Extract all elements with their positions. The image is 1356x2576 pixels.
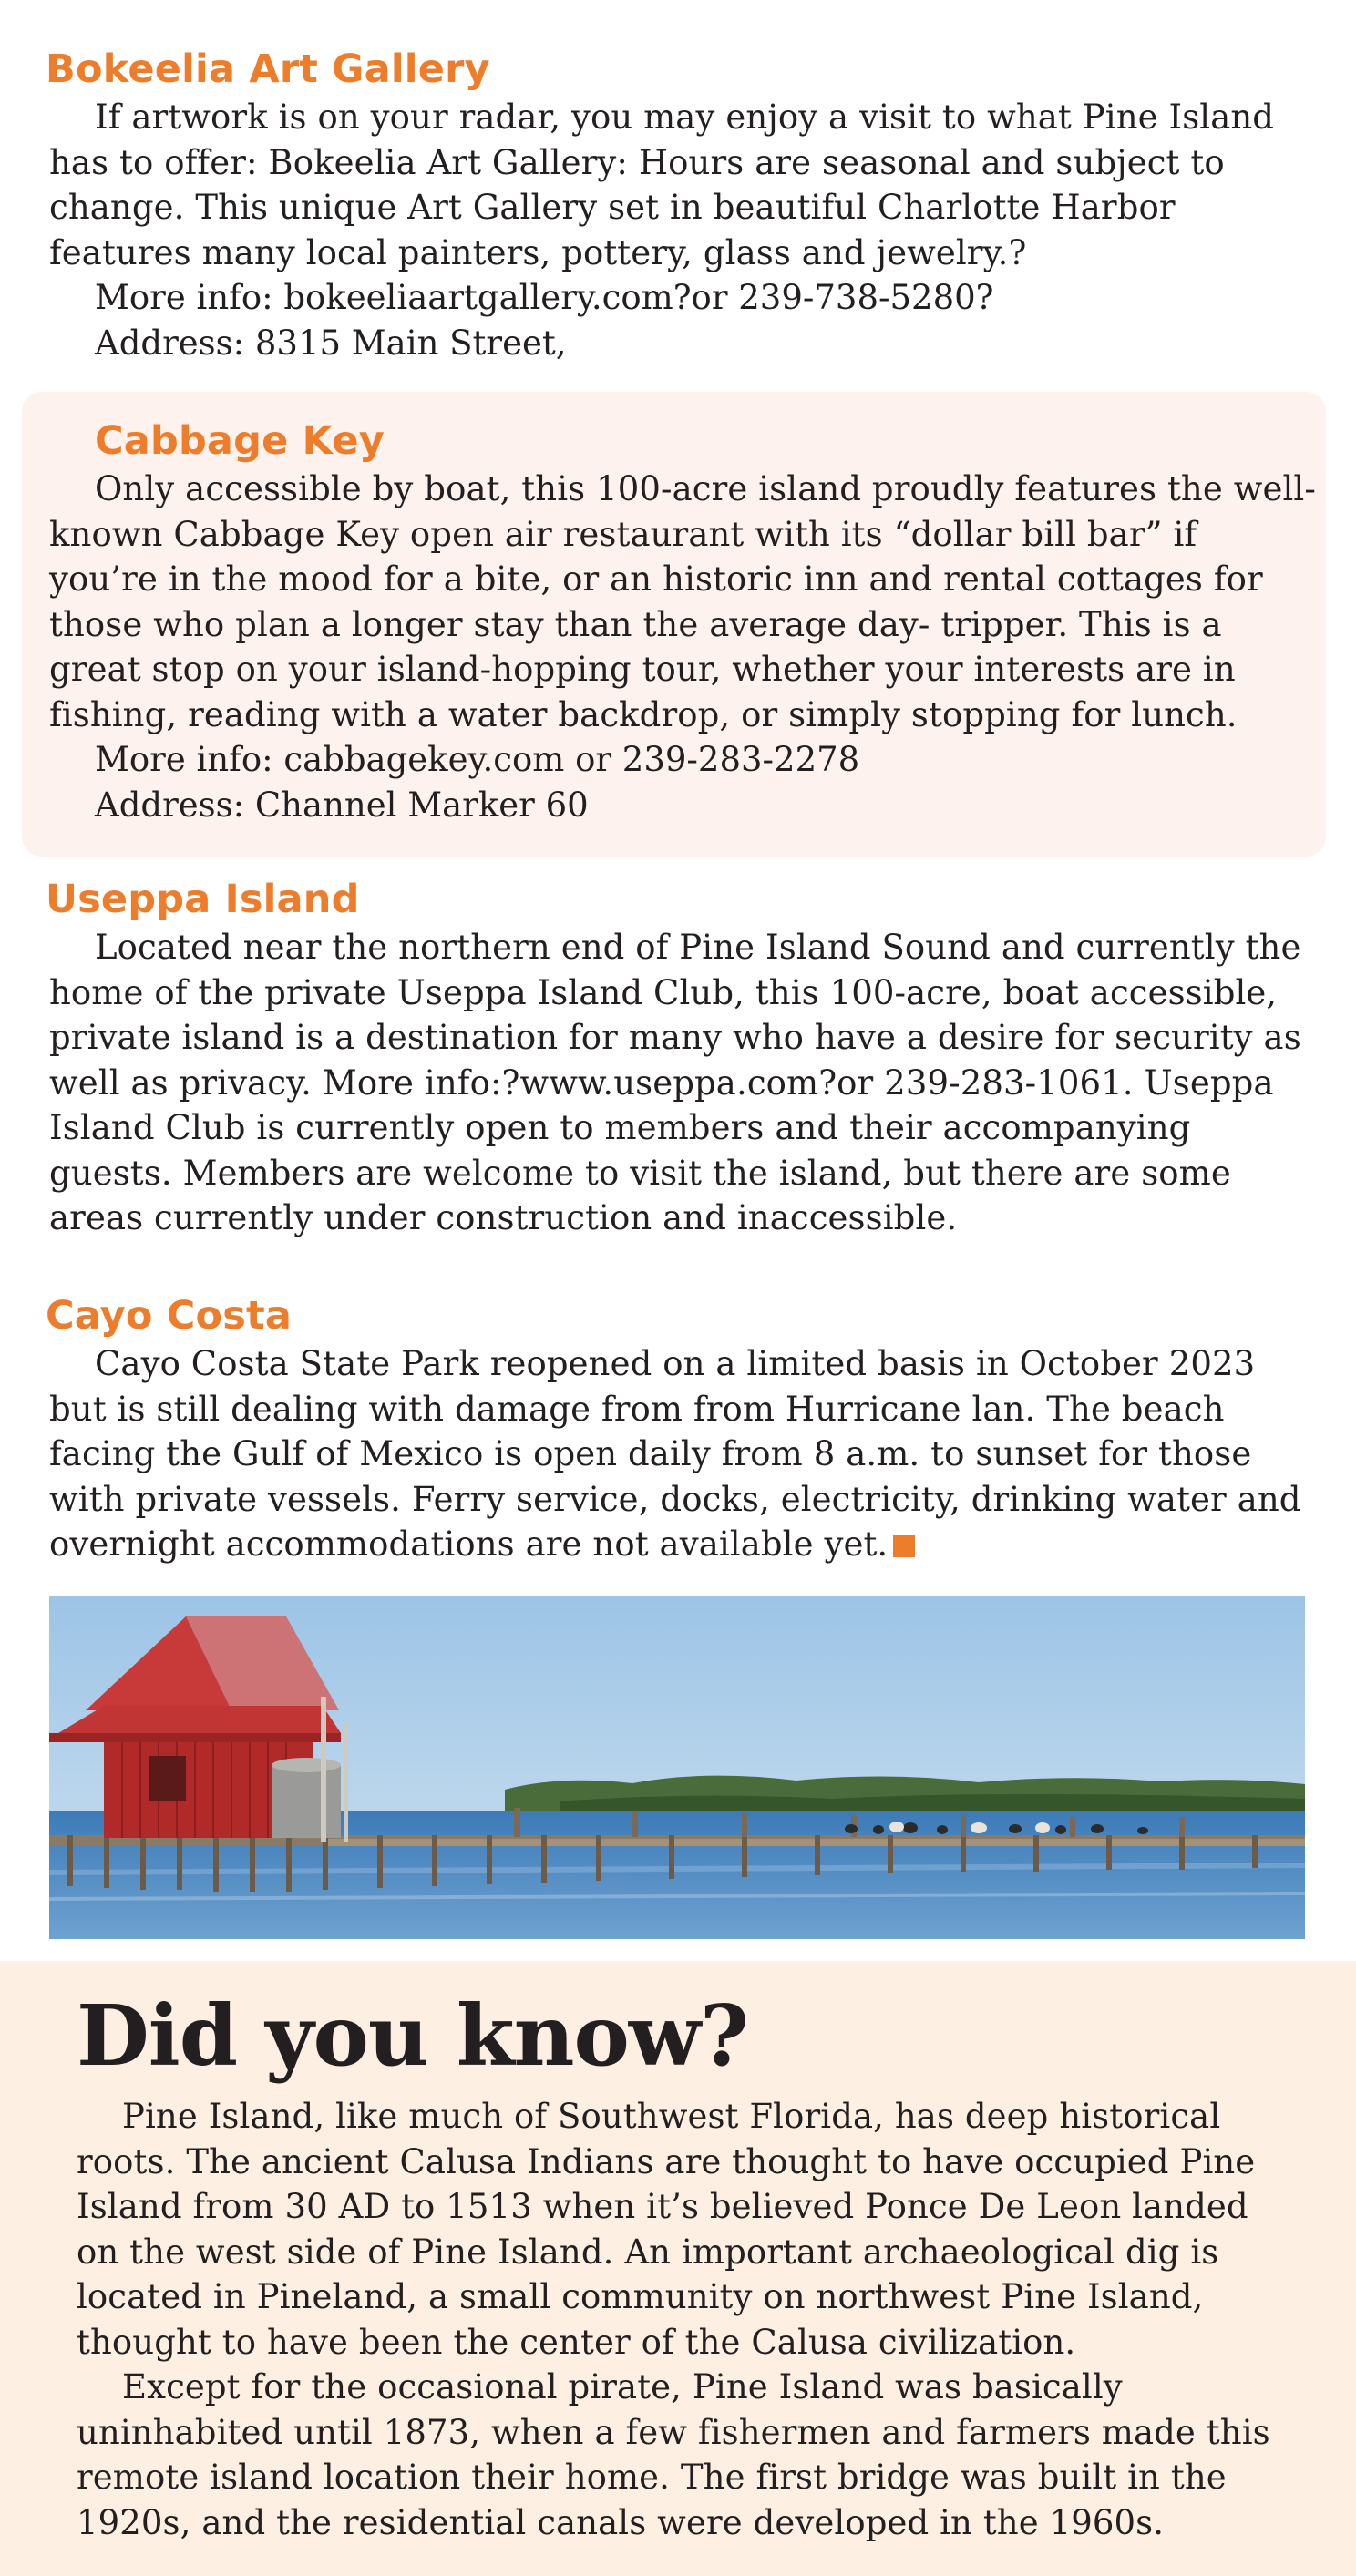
did-you-know-paragraph: Except for the occasional pirate, Pine Island was basically uninhabited until 1873, when a few fishermen and farmers made this remote island location their home. The first bridge was built in the 1920s, and the residential canals were developed in the 1960s. (77, 2367, 1270, 2542)
cabbage-key-more-info: More info: cabbagekey.com or 239-283-2278 (95, 740, 860, 779)
did-you-know-section (0, 1961, 1356, 2576)
cayo-costa-body: Cayo Costa State Park reopened on a limited basis in October 2023 but is still dealing with damage from from Hurricane lan. The beach facing the Gulf of Mexico is open daily from 8 a.m. to sunset for those with private vessels. Ferry service, docks, electricity, drinking water and overnight accommodations are not available yet. (49, 1344, 1301, 1564)
bokeelia-heading: Bokeelia Art Gallery (46, 46, 490, 92)
end-mark-icon (893, 1535, 915, 1557)
bokeelia-body: If artwork is on your radar, you may enjoy a visit to what Pine Island has to offer: Bokeelia Art Gallery: Hours are seasonal and subject to change. This unique Art Gallery set in beautiful Charlotte Harbor features many local painters, pottery, glass and jewelry.? (49, 97, 1275, 272)
cabbage-key-heading: Cabbage Key (95, 418, 385, 464)
cabbage-key-body: Only accessible by boat, this 100-acre island proudly features the well-known Cabbage Key open air restaurant with its “dollar bill bar” if you’re in the mood for a bite, or an historic inn and rental cottages for those who plan a longer stay than the average day- tripper. This is a great stop on your island-hopping tour, whether your interests are in fishing, reading with a water backdrop, or simply stopping for lunch. (49, 469, 1316, 734)
cayo-costa-section (0, 1294, 1356, 1567)
bokeelia-more-info: More info: bokeeliaartgallery.com?or 239-738-5280? (95, 278, 994, 317)
cabbage-key-address: Address: Channel Marker 60 (95, 785, 589, 825)
bokeelia-address: Address: 8315 Main Street, (95, 323, 567, 363)
did-you-know-paragraph: Pine Island, like much of Southwest Florida, has deep historical roots. The ancient Calusa Indians are thought to have occupied Pine Island from 30 AD to 1513 when it’s believed Ponce De Leon landed on the west side of Pine Island. An important archaeological dig is located in Pineland, a small community on northwest Pine Island, thought to have been the center of the Calusa civilization. (77, 2097, 1256, 2362)
cabbage-key-section (22, 392, 1326, 857)
cayo-costa-body-wrap (49, 1341, 1316, 1567)
useppa-heading: Useppa Island (46, 877, 360, 922)
cabbage-key-photo (49, 1596, 1305, 1939)
did-you-know-heading: Did you know? (77, 1986, 748, 2085)
useppa-body: Located near the northern end of Pine Island Sound and currently the home of the private Useppa Island Club, this 100-acre, boat accessible, private island is a destination for many who have a desire for security as well as privacy. More info:?www.useppa.com?or 239-283-1061. Useppa Island Club is currently open to members and their accompanying guests. Members are welcome to visit the island, but there are some areas currently under construction and inaccessible. (49, 928, 1301, 1237)
bokeelia-section (0, 47, 1356, 365)
useppa-section (0, 877, 1356, 1241)
cayo-costa-heading: Cayo Costa (46, 1293, 293, 1339)
